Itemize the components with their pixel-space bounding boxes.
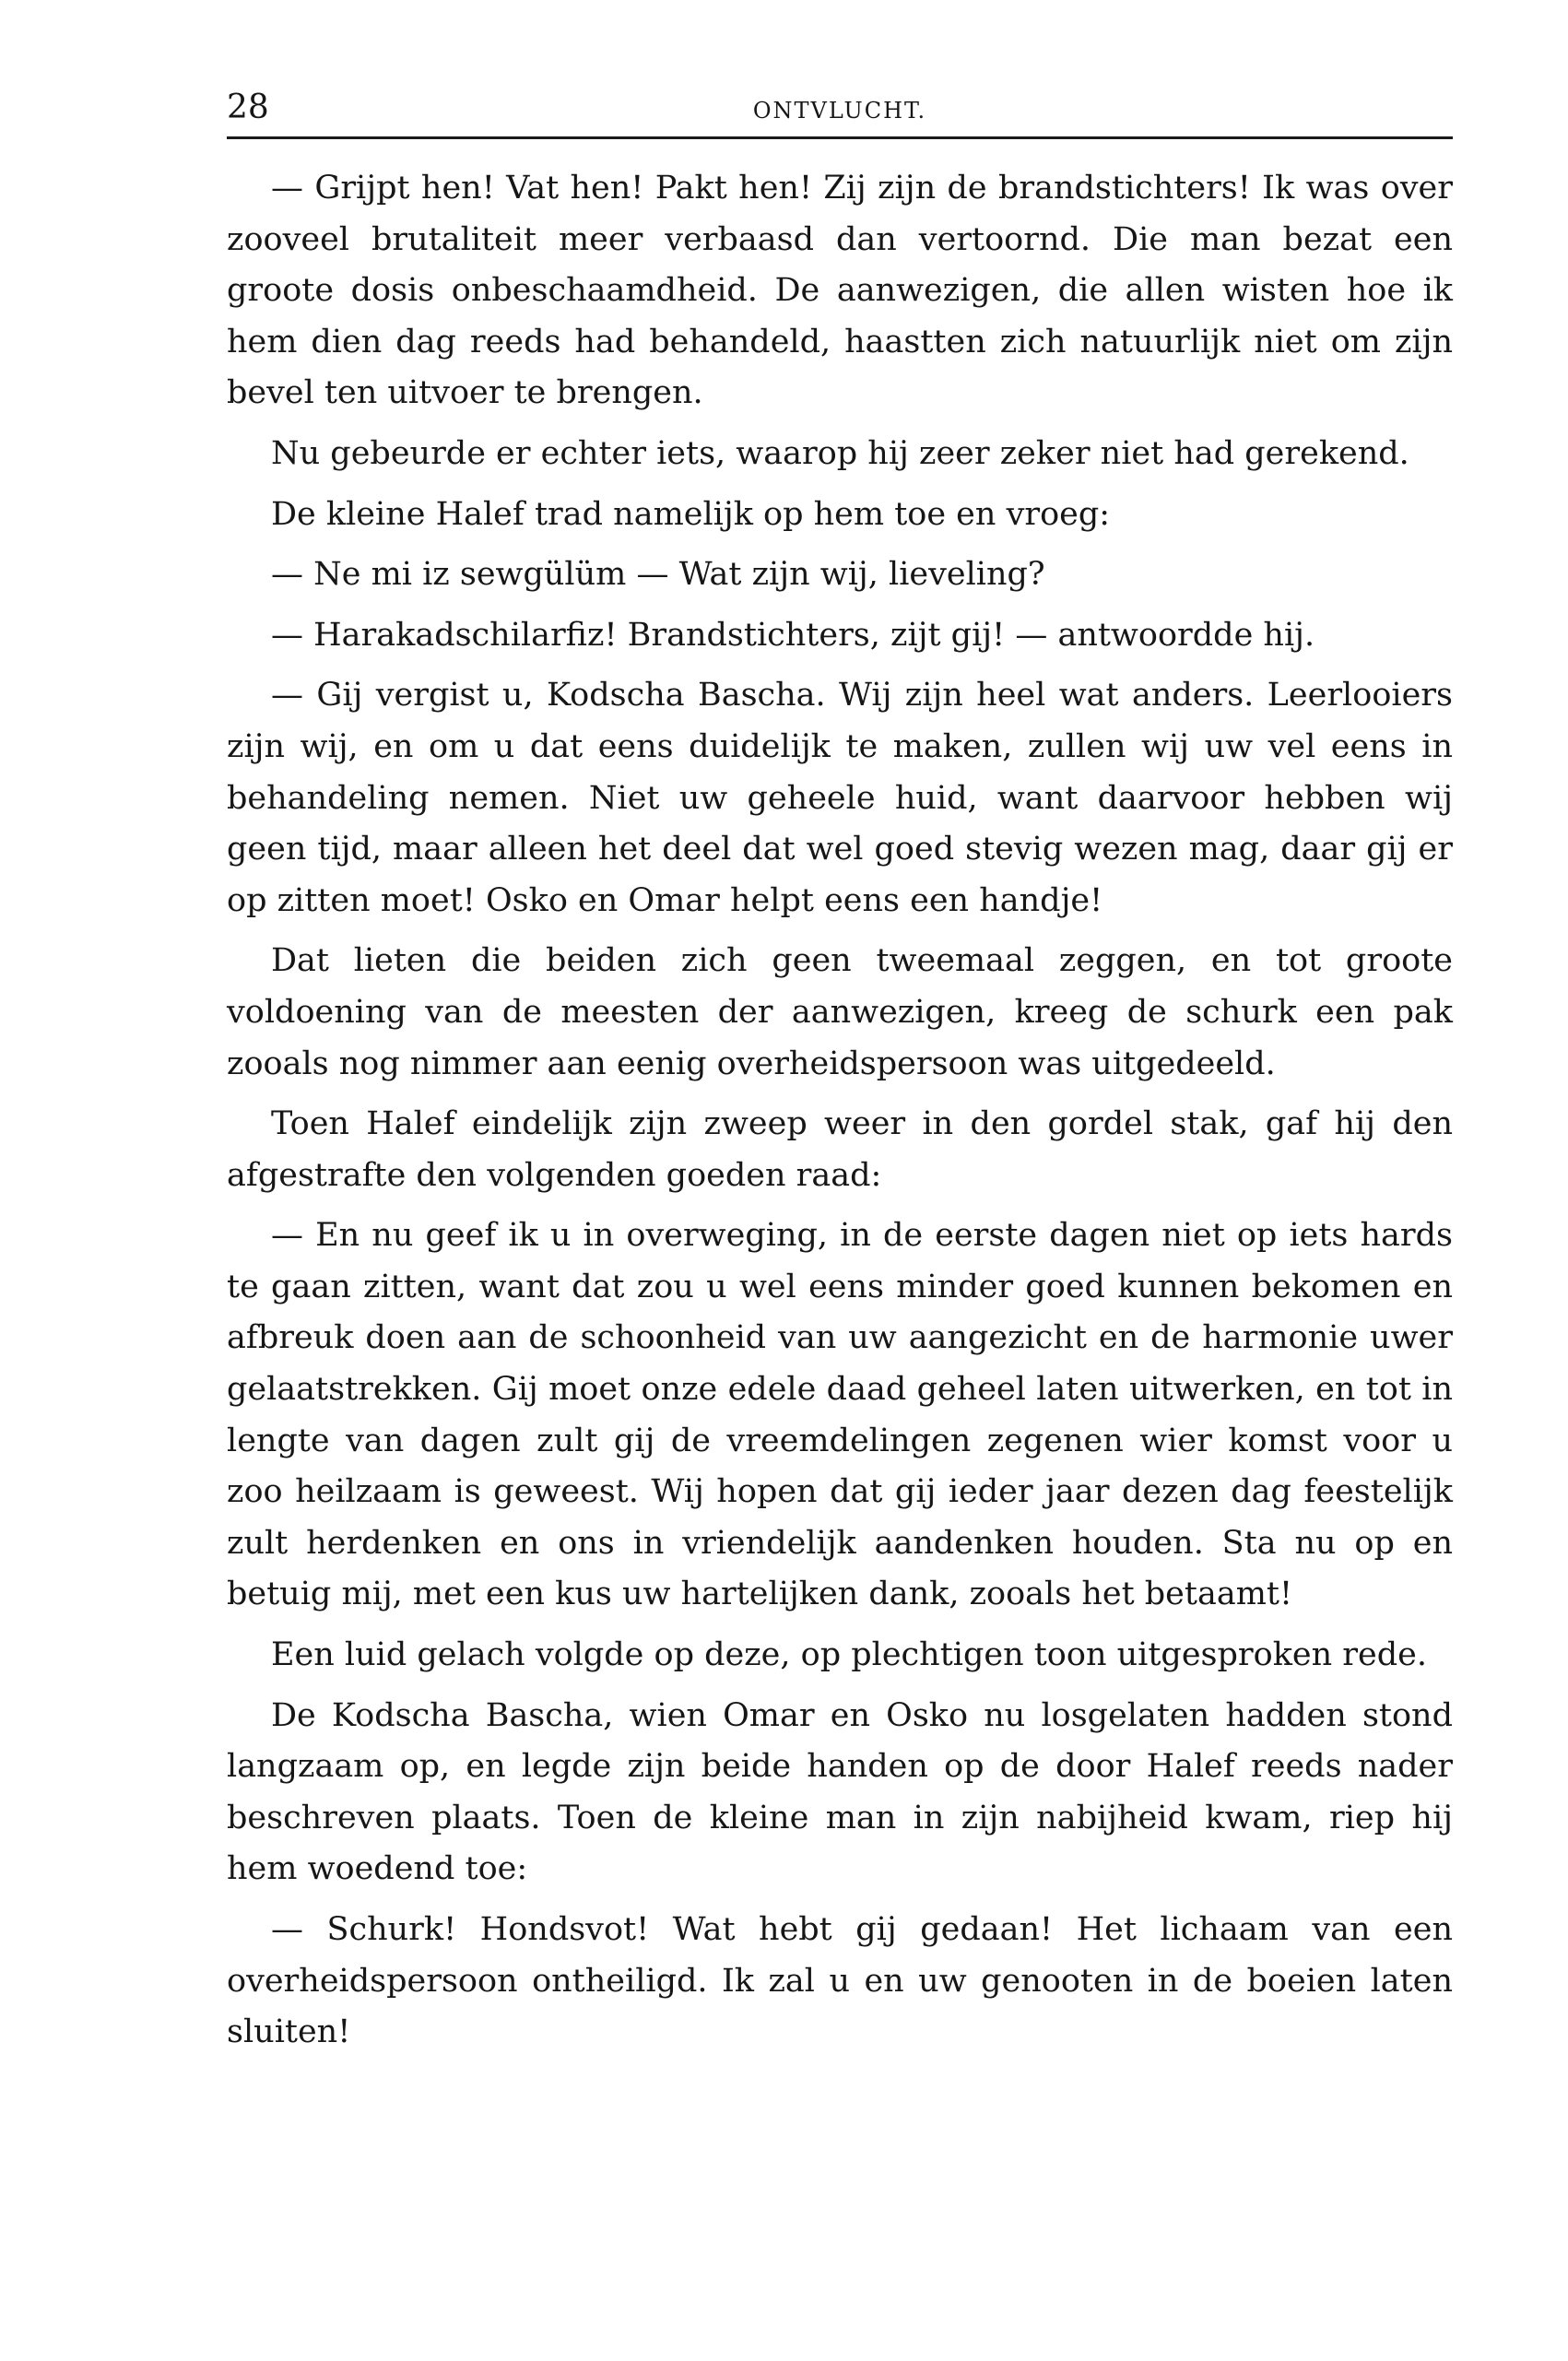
- paragraph: — Harakadschilarfiz! Brandstichters, zijt gij! — antwoordde hij.: [271, 616, 1315, 654]
- paragraph: — Ne mi iz sewgülüm — Wat zijn wij, lieveling?: [271, 556, 1045, 594]
- paragraph: Toen Halef eindelijk zijn zweep weer in den gordel stak, gaf hij den afgestrafte den volgenden goeden raad:: [227, 1105, 1453, 1194]
- paragraph: Dat lieten die beiden zich geen tweemaal zeggen, en tot groote voldoening van de meesten der aanwezigen, kreeg de schurk een pak zooals nog nimmer aan eenig overheidspersoon was uitgedeeld.: [227, 942, 1453, 1082]
- paragraph: — Schurk! Hondsvot! Wat hebt gij gedaan! Het lichaam van een overheidspersoon ontheiligd. Ik zal u en uw genooten in de boeien laten sluiten!: [227, 1911, 1453, 2051]
- paragraph: Een luid gelach volgde op deze, op plechtigen toon uitgesproken rede.: [271, 1636, 1427, 1674]
- paragraph: De Kodscha Bascha, wien Omar en Osko nu losgelaten hadden stond langzaam op, en legde zijn beide handen op de door Halef reeds nader beschreven plaats. Toen de kleine man in zijn nabijheid kwam, riep hij hem woedend toe:: [227, 1696, 1453, 1888]
- page-number: 28: [227, 89, 269, 126]
- paragraph: De kleine Halef trad namelijk op hem toe en vroeg:: [271, 495, 1111, 533]
- paragraph: — Gij vergist u, Kodscha Bascha. Wij zijn heel wat anders. Leerlooiers zijn wij, en om u dat eens duidelijk te maken, zullen wij uw vel eens in behandeling nemen. Niet uw geheele huid, want daarvoor hebben wij geen tijd, maar alleen het deel dat wel goed stevig wezen mag, daar gij er op zitten moet! Osko en Omar helpt eens een handje!: [227, 677, 1453, 919]
- running-head: [227, 85, 1453, 139]
- book-page: [227, 85, 1453, 2068]
- paragraph: — Grijpt hen! Vat hen! Pakt hen! Zij zijn de brandstichters! Ik was over zooveel brutaliteit meer verbaasd dan vertoornd. Die man bezat een groote dosis onbeschaamdheid. De aanwezigen, die allen wisten hoe ik hem dien dag reeds had behandeld, haastten zich natuurlijk niet om zijn bevel ten uitvoer te brengen.: [227, 170, 1453, 412]
- body-text: [227, 163, 1453, 2059]
- paragraph: Nu gebeurde er echter iets, waarop hij zeer zeker niet had gerekend.: [271, 434, 1409, 472]
- running-title: ONTVLUCHT.: [752, 98, 927, 124]
- paragraph: — En nu geef ik u in overweging, in de eerste dagen niet op iets hards te gaan zitten, want dat zou u wel eens minder goed kunnen bekomen en afbreuk doen aan de schoonheid van uw aangezicht en de harmonie uwer gelaatstrekken. Gij moet onze edele daad geheel laten uitwerken, en tot in lengte van dagen zult gij de vreemdelingen zegenen wier komst voor u zoo heilzaam is geweest. Wij hopen dat gij ieder jaar dezen dag feestelijk zult herdenken en ons in vriendelijk aandenken houden. Sta nu op en betuig mij, met een kus uw hartelijken dank, zooals het betaamt!: [227, 1217, 1453, 1613]
